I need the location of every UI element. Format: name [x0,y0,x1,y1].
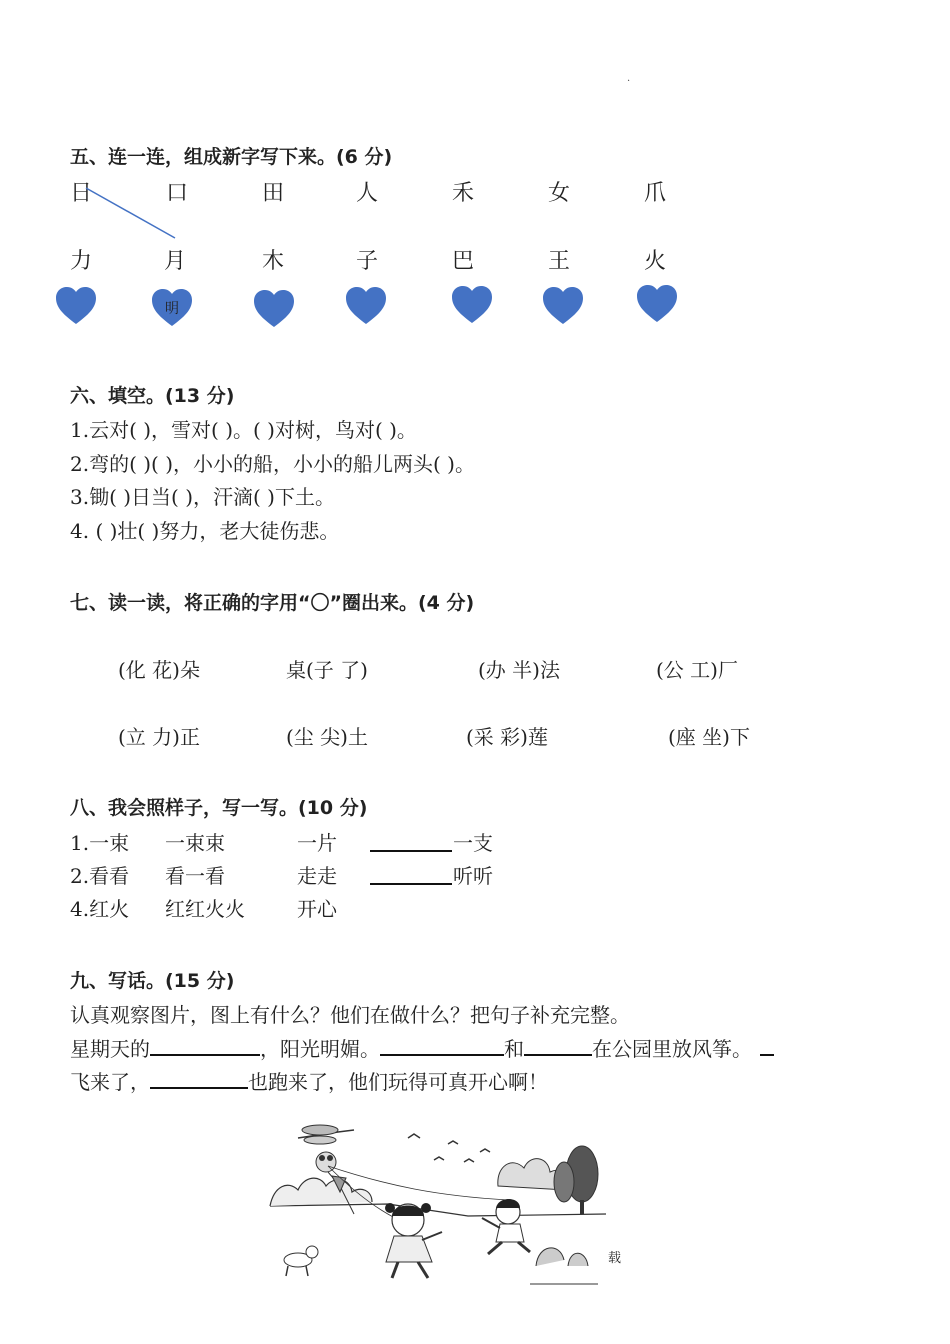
char-nv: 女 [548,181,571,206]
writing-text: 在公园里放风筝。 [592,1037,752,1061]
answer-blank[interactable] [524,1034,592,1056]
example-d: 听听 [453,864,493,888]
answer-blank[interactable] [150,1067,248,1089]
char-li: 力 [70,249,93,274]
choice-item[interactable]: (化 花)朵 [118,658,200,682]
top-mark: · [627,76,631,87]
answer-blank[interactable] [380,1034,504,1056]
choice-item[interactable]: 桌(子 了) [286,658,368,682]
char-ri: 日 [70,181,93,206]
answer-blank[interactable] [760,1034,774,1056]
writing-text: 也跑来了，他们玩得可真开心啊！ [248,1070,548,1094]
section6-heading: 六、填空。(13 分) [70,385,235,407]
fill-line-3: 3.锄( )日当( )，汗滴( )下土。 [70,485,335,509]
kite-picture [268,1116,608,1288]
heart-answer: 明 [165,301,179,317]
char-ba: 巴 [452,249,475,274]
example-c: 一片 [297,831,337,855]
section8-heading: 八、我会照样子，写一写。(10 分) [70,797,368,819]
example-b: 一束束 [165,831,225,855]
example-b: 红红火火 [165,897,245,921]
heart-icon[interactable] [450,285,494,325]
example-b: 看一看 [165,864,225,888]
heart-icon[interactable] [635,284,679,324]
writing-instruction: 认真观察图片，图上有什么？他们在做什么？把句子补充完整。 [70,1003,630,1027]
connect-line [0,0,950,300]
char-zhua: 爪 [644,181,667,206]
example-c: 开心 [297,897,337,921]
writing-line-1 [70,1033,774,1062]
writing-text: 星期天的 [70,1037,150,1061]
char-tian: 田 [262,181,285,206]
example-d: 一支 [453,831,493,855]
choice-item[interactable]: (座 坐)下 [668,725,750,749]
answer-blank[interactable] [150,1034,260,1056]
picture-label: 载 [608,1251,622,1266]
fill-line-2: 2.弯的( )( )，小小的船，小小的船儿两头( )。 [70,452,475,476]
heart-icon[interactable] [541,286,585,326]
char-yue: 月 [164,249,187,274]
choice-item[interactable]: (立 力)正 [118,725,200,749]
choice-item[interactable]: (采 彩)莲 [466,725,548,749]
section9-heading: 九、写话。(15 分) [70,970,235,992]
fill-line-1: 1.云对( )，雪对( )。( )对树，鸟对( )。 [70,418,417,442]
fill-line-4: 4. ( )壮( )努力，老大徒伤悲。 [70,519,340,543]
char-wang: 王 [548,249,571,274]
choice-item[interactable]: (公 工)厂 [656,658,738,682]
heart-icon[interactable] [252,289,296,329]
writing-line-2 [70,1066,548,1095]
section5-heading: 五、连一连，组成新字写下来。(6 分) [70,146,393,168]
example-c: 走走 [297,864,337,888]
char-kou: 口 [166,181,189,206]
heart-icon[interactable] [54,286,98,326]
writing-text: 和 [504,1037,524,1061]
answer-blank[interactable] [370,830,452,852]
heart-icon[interactable] [344,286,388,326]
choice-item[interactable]: (办 半)法 [478,658,560,682]
example-a: 4.红火 [70,897,130,921]
writing-text: ，阳光明媚。 [260,1037,380,1061]
char-zi: 子 [356,249,379,274]
char-he: 禾 [452,181,475,206]
choice-item[interactable]: (尘 尖)土 [286,725,368,749]
char-mu: 木 [262,249,285,274]
writing-text: 飞来了， [70,1070,150,1094]
example-a: 2.看看 [70,864,130,888]
char-huo: 火 [644,249,667,274]
section7-heading: 七、读一读，将正确的字用“〇”圈出来。(4 分) [70,592,475,614]
answer-blank[interactable] [370,863,452,885]
char-ren: 人 [356,181,379,206]
example-a: 1.一束 [70,831,130,855]
